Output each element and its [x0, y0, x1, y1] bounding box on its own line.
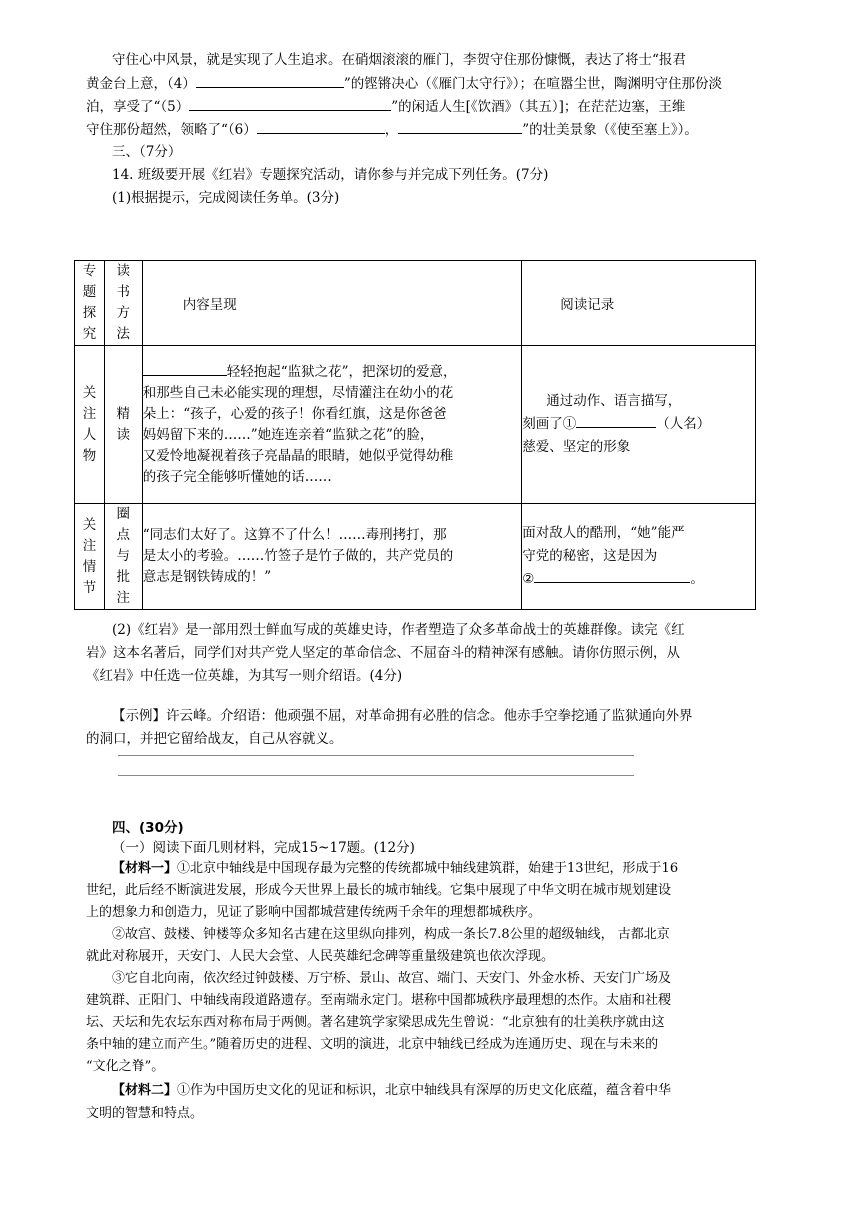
- question-14: 14. 班级要开展《红岩》专题探究活动，请你参与并完成下列任务。(7分): [112, 167, 549, 183]
- header-char: 法: [116, 326, 131, 342]
- material-1-line: 建筑群、正阳门、中轴线南段道路遗存。至南端永定门。堪称中国都城秩序最理想的杰作。太庙和社稷: [86, 993, 672, 1008]
- answer-blank-1[interactable]: [576, 413, 656, 428]
- content-line: “同志们太好了。这算不了什么！……毒刑拷打，那: [142, 527, 447, 543]
- table-row: [75, 346, 756, 504]
- answer-blank-2[interactable]: [534, 568, 690, 583]
- material-1-label: 【材料一】: [112, 861, 178, 876]
- cell-char: 情: [82, 558, 97, 575]
- record-line: 刻画了①: [522, 416, 577, 432]
- table-row: [75, 504, 756, 610]
- row2-record: [522, 504, 756, 610]
- poem-text: ”的壮美景象（《使至塞上》）。: [522, 122, 698, 138]
- header-method: [104, 261, 142, 346]
- material-1-line: 上的想象力和创造力，见证了影响中国都城营建传统两千余年的理想都城秩序。: [86, 905, 542, 920]
- table-header-row: [75, 261, 756, 346]
- material-1-line: 坛、天坛和先农坛东西对称布局于两侧。著名建筑学家梁思成先生曾说：“北京独有的壮美秩序就由这: [86, 1015, 665, 1030]
- material-2-line: [112, 1080, 671, 1101]
- poem-text: 黄金台上意，（4）: [86, 76, 196, 92]
- cell-char: 注: [116, 590, 131, 606]
- header-char: 究: [82, 326, 97, 342]
- example-line: 的洞口，并把它留给战友，自己从容就义。: [86, 731, 343, 747]
- answer-line[interactable]: [118, 775, 634, 776]
- answer-blank-5[interactable]: [189, 96, 391, 111]
- poem-text: ”的铿锵决心（《雁门太守行》）；在喧嚣尘世，陶渊明守住那份淡: [343, 76, 722, 92]
- record-line: 守党的秘密，这是因为: [522, 548, 658, 564]
- question-14-2-line: (2)《红岩》是一部用烈士鲜血写成的英雄史诗，作者塑造了众多革命战士的英雄群像。读完《红: [112, 622, 685, 638]
- content-line: 的孩子完全能够听懂她的话……: [142, 469, 332, 485]
- poem-text: 泊，享受了“（5）: [86, 99, 190, 115]
- header-char: 书: [116, 284, 131, 300]
- poem-line-4: [86, 119, 698, 140]
- header-topic: [75, 261, 105, 346]
- content-line: 和那些自己未必能实现的理想，尽情灌注在幼小的花: [142, 385, 454, 401]
- record-line: 通过动作、语言描写，: [546, 393, 682, 409]
- poem-text: ”的闲适人生[《饮酒》（其五）]；在茫茫边塞，王维: [391, 99, 686, 115]
- example-line: 【示例】许云峰。介绍语：他顽强不屈，对革命拥有必胜的信念。他赤手空拳挖通了监狱通向外界: [112, 708, 693, 724]
- poem-line-2: [86, 73, 722, 94]
- record-line: 。: [690, 571, 704, 587]
- poem-text: ，: [384, 122, 399, 138]
- material-2-line: 文明的智慧和特点。: [86, 1106, 204, 1121]
- section-4-heading: 四、(30分): [112, 820, 184, 836]
- cell-char: 关: [82, 516, 97, 533]
- poem-text: 守住那份超然，领略了“（6）: [86, 122, 257, 138]
- cell-char: 精: [116, 405, 131, 422]
- cell-char: 圈: [116, 506, 131, 522]
- record-line: 慈爱、坚定的形象: [522, 439, 631, 455]
- content-line: 轻轻抱起“监狱之花”，把深切的爱意，: [226, 364, 457, 380]
- header-record: 阅读记录: [522, 261, 756, 346]
- record-line: 面对敌人的酷刑，“她”能严: [522, 525, 685, 541]
- material-2-label: 【材料二】: [112, 1083, 178, 1098]
- header-char: 题: [82, 284, 97, 300]
- poem-line-1: 守住心中风景，就是实现了人生追求。在硝烟滚滚的雁门，李贺守住那份慷慨，表达了将士“报君: [112, 52, 686, 68]
- section-3-heading: 三、（7分）: [112, 144, 182, 160]
- content-line: 妈妈留下来的……”她连连亲着“监狱之花”的脸，: [142, 427, 434, 443]
- cell-char: 节: [82, 579, 97, 596]
- answer-blank-6b[interactable]: [398, 119, 522, 134]
- row1-method: [104, 346, 142, 504]
- header-char: 探: [82, 305, 97, 321]
- material-1-line: ②故宫、鼓楼、钟楼等众多知名古建在这里纵向排列，构成一条长7.8公里的超级轴线， 古都北京: [112, 927, 670, 942]
- material-1-line: [112, 858, 678, 879]
- question-14-2-line: 岩》这本名著后，同学们对共产党人坚定的革命信念、不屈奋斗的精神深有感触。请你仿照示例，从: [86, 645, 680, 661]
- row1-content: [142, 346, 522, 504]
- material-1-line: “文化之脊”。: [86, 1059, 165, 1074]
- content-line: 朵上：“孩子，心爱的孩子！你看红旗，这是你爸爸: [142, 406, 447, 422]
- row2-method: [104, 504, 142, 610]
- cell-char: 批: [116, 569, 131, 585]
- question-15-intro: （一）阅读下面几则材料，完成15~17题。(12分): [112, 840, 415, 856]
- material-1-line: 就此对称展开，天安门、人民大会堂、人民英雄纪念碑等重量级建筑也依次浮现。: [86, 949, 555, 964]
- cell-char: 读: [116, 426, 131, 443]
- row1-record: [522, 346, 756, 504]
- cell-char: 与: [116, 548, 131, 564]
- poem-line-3: [86, 96, 685, 117]
- cell-char: 关: [82, 384, 97, 401]
- question-14-1: (1)根据提示，完成阅读任务单。(3分): [112, 190, 340, 206]
- material-1-line: 条中轴的建立而产生。”随着历史的进程、文明的演进，北京中轴线已经成为连通历史、现在与未来的: [86, 1037, 659, 1052]
- answer-blank-6a[interactable]: [257, 119, 385, 134]
- header-content: 内容呈现: [142, 261, 522, 346]
- material-text: ①北京中轴线是中国现存最为完整的传统都城中轴线建筑群，始建于13世纪，形成于16: [177, 861, 679, 876]
- reading-task-table: [74, 260, 756, 610]
- header-char: 读: [116, 263, 131, 279]
- header-char: 专: [82, 263, 97, 279]
- header-char: 方: [116, 305, 131, 321]
- answer-blank-name[interactable]: [143, 361, 227, 376]
- material-1-line: ③它自北向南，依次经过钟鼓楼、万宁桥、景山、故宫、端门、天安门、外金水桥、天安门广场及: [112, 971, 672, 986]
- record-line: （人名）: [656, 416, 711, 432]
- record-line: ②: [522, 571, 535, 587]
- material-text: ①作为中国历史文化的见证和标识，北京中轴线具有深厚的历史文化底蕴，蕴含着中华: [177, 1083, 672, 1098]
- question-14-2-line: 《红岩》中任选一位英雄，为其写一则介绍语。(4分): [86, 668, 403, 684]
- cell-char: 注: [82, 405, 97, 422]
- cell-char: 点: [116, 527, 131, 543]
- row2-topic: [75, 504, 105, 610]
- row1-topic: [75, 346, 105, 504]
- cell-char: 注: [82, 537, 97, 554]
- content-line: 又爱怜地凝视着孩子亮晶晶的眼睛，她似乎觉得幼稚: [142, 448, 454, 464]
- answer-line[interactable]: [118, 755, 634, 756]
- cell-char: 人: [82, 426, 97, 443]
- row2-content: [142, 504, 522, 610]
- content-line: 意志是钢铁铸成的！”: [142, 569, 272, 585]
- content-line: 是太小的考验。……竹签子是竹子做的，共产党员的: [142, 548, 454, 564]
- cell-char: 物: [82, 447, 97, 464]
- answer-blank-4[interactable]: [196, 73, 344, 88]
- material-1-line: 世纪，此后经不断演进发展，形成今天世界上最长的城市轴线。它集中展现了中华文明在城市规划建设: [86, 883, 672, 898]
